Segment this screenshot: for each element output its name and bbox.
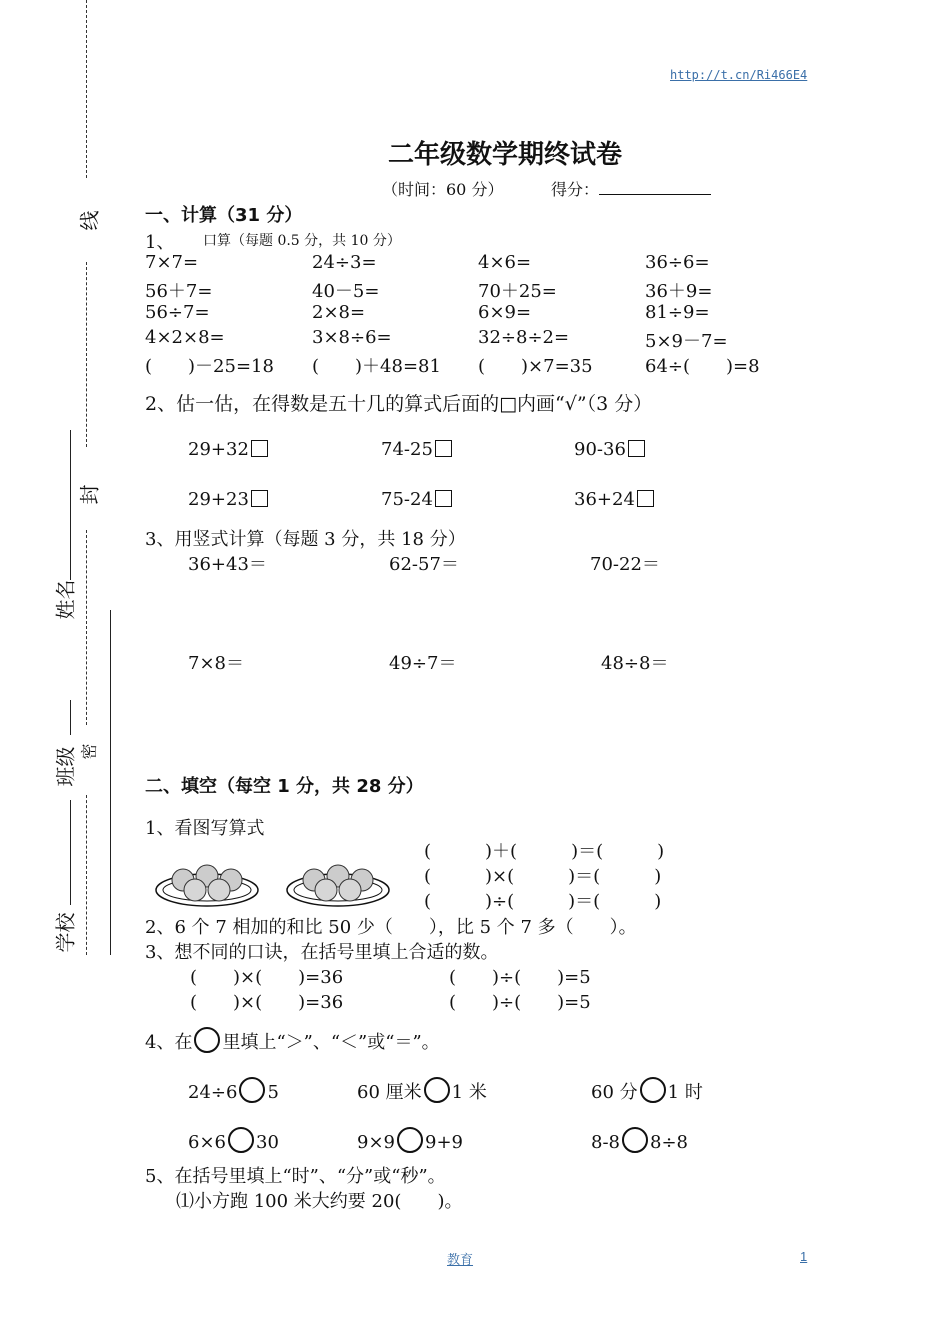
margin-line [86, 795, 87, 955]
calc-item: 4×6= [478, 252, 532, 273]
score-label: 得分： [551, 177, 711, 200]
q1-note: 口算（每题 0.5 分，共 10 分） [203, 233, 401, 249]
footer-center[interactable]: 教育 [447, 1252, 474, 1267]
compare-circle[interactable] [622, 1127, 648, 1153]
s2-q5-item: ⑴小方跑 100 米大约要 20( )。 [176, 1191, 463, 1212]
equation-blank-line[interactable]: ( )＋( )＝( ) [424, 841, 665, 862]
vertical-calc-item: 7×8＝ [188, 653, 244, 674]
margin-solid-line [110, 610, 111, 955]
q1-number: 1、 [145, 232, 175, 253]
calc-item: 3×8÷6= [312, 327, 392, 348]
margin-line [86, 530, 87, 725]
s2-q4-prompt: 4、在 里填上“＞”、“＜”或“＝”。 [145, 1027, 440, 1054]
koujue-item[interactable]: ( )÷( )=5 [449, 967, 591, 988]
equation-blank-line[interactable]: ( )÷( )＝( ) [424, 891, 662, 912]
name-underline [70, 430, 71, 580]
estimate-item: 29+23 [188, 489, 268, 510]
estimate-item: 36+24 [574, 489, 654, 510]
calc-item: ( )＋48=81 [312, 356, 441, 377]
score-blank[interactable] [599, 180, 711, 195]
compare-item: 9×9 9+9 [357, 1127, 463, 1153]
calc-item: ( )－25=18 [145, 356, 274, 377]
estimate-item: 90-36 [574, 439, 645, 460]
school-underline [70, 800, 71, 905]
calc-item: 32÷8÷2= [478, 327, 570, 348]
circle-icon [194, 1027, 220, 1053]
compare-circle[interactable] [397, 1127, 423, 1153]
calc-item: 64÷( )=8 [645, 356, 760, 377]
calc-item: ( )×7=35 [478, 356, 593, 377]
estimate-item: 75-24 [381, 489, 452, 510]
compare-circle[interactable] [228, 1127, 254, 1153]
compare-circle[interactable] [239, 1077, 265, 1103]
answer-box[interactable] [251, 490, 268, 507]
calc-item: 24÷3= [312, 252, 377, 273]
calc-item: 2×8= [312, 302, 366, 323]
plates-illustration [155, 860, 395, 910]
calc-item: 56＋7= [145, 281, 213, 302]
compare-circle[interactable] [640, 1077, 666, 1103]
compare-item: 24÷6 5 [188, 1077, 279, 1103]
answer-box[interactable] [637, 490, 654, 507]
margin-xian: 线 [77, 210, 102, 231]
margin-mi: 密 [79, 743, 99, 760]
plate-right [287, 865, 389, 906]
margin-name: 姓名 [53, 579, 78, 620]
s2-q3-prompt: 3、想不同的口诀，在括号里填上合适的数。 [145, 942, 499, 963]
margin-feng: 封 [77, 484, 102, 505]
answer-box[interactable] [628, 440, 645, 457]
answer-box[interactable] [251, 440, 268, 457]
s2-q1-prompt: 1、看图写算式 [145, 818, 265, 839]
answer-box[interactable] [435, 490, 452, 507]
calc-item: 6×9= [478, 302, 532, 323]
answer-box[interactable] [435, 440, 452, 457]
s2-q2: 2、6 个 7 相加的和比 50 少（ ），比 5 个 7 多（ ）。 [145, 917, 637, 938]
vertical-calc-item: 70-22＝ [590, 554, 660, 575]
koujue-item[interactable]: ( )÷( )=5 [449, 992, 591, 1013]
calc-item: 40－5= [312, 281, 380, 302]
equation-blank-line[interactable]: ( )×( )＝( ) [424, 866, 662, 887]
koujue-item[interactable]: ( )×( )=36 [190, 967, 344, 988]
header-link[interactable]: http://t.cn/Ri466E4 [670, 68, 808, 82]
page-number: 1 [800, 1249, 808, 1264]
compare-item: 60 分 1 时 [591, 1077, 703, 1104]
vertical-calc-item: 48÷8＝ [601, 653, 669, 674]
calc-item: 36÷6= [645, 252, 710, 273]
section2-heading: 二、填空（每空 1 分，共 28 分） [145, 776, 424, 797]
calc-item: 70＋25= [478, 281, 557, 302]
margin-school: 学校 [53, 912, 78, 953]
calc-item: 4×2×8= [145, 327, 225, 348]
page-title: 二年级数学期终试卷 [388, 140, 623, 170]
compare-item: 6×6 30 [188, 1127, 279, 1153]
margin-class: 班级 [53, 746, 78, 787]
margin-line [86, 262, 87, 447]
plate-left [156, 865, 258, 906]
vertical-calc-item: 36+43＝ [188, 554, 267, 575]
calc-item: 81÷9= [645, 302, 710, 323]
estimate-item: 29+32 [188, 439, 268, 460]
section1-heading: 一、计算（31 分） [145, 205, 303, 226]
q3-prompt: 3、用竖式计算（每题 3 分，共 18 分） [145, 529, 466, 550]
compare-circle[interactable] [424, 1077, 450, 1103]
vertical-calc-item: 62-57＝ [389, 554, 459, 575]
s2-q5-prompt: 5、在括号里填上“时”、“分”或“秒”。 [145, 1166, 446, 1187]
class-underline [70, 700, 71, 735]
compare-item: 8-8 8÷8 [591, 1127, 688, 1153]
time-label: （时间：60 分） [382, 180, 504, 199]
calc-item: 56÷7= [145, 302, 210, 323]
calc-item: 36＋9= [645, 281, 713, 302]
estimate-item: 74-25 [381, 439, 452, 460]
margin-line [86, 0, 87, 178]
koujue-item[interactable]: ( )×( )=36 [190, 992, 344, 1013]
calc-item: 5×9－7= [645, 331, 728, 352]
compare-item: 60 厘米 1 米 [357, 1077, 487, 1104]
vertical-calc-item: 49÷7＝ [389, 653, 457, 674]
calc-item: 7×7= [145, 252, 199, 273]
q2-prompt: 2、估一估，在得数是五十几的算式后面的□内画“√”（3 分） [145, 393, 653, 415]
